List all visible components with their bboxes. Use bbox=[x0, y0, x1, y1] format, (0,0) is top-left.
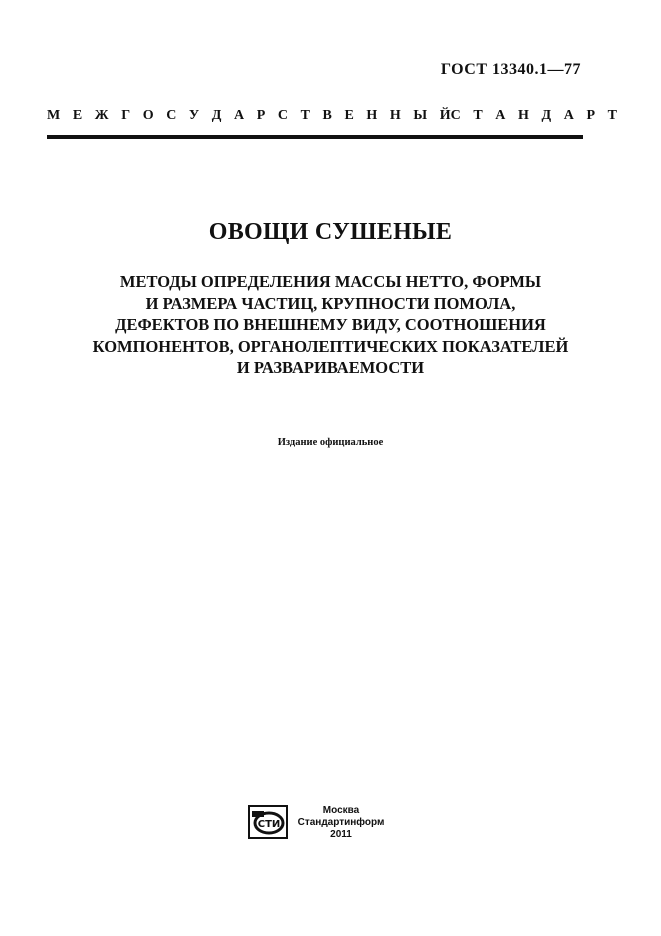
standard-type-letter: А bbox=[563, 108, 574, 123]
standard-type-letter: С bbox=[277, 108, 289, 123]
standard-type-letter: А bbox=[234, 108, 245, 123]
standard-type-letter: Р bbox=[256, 108, 266, 123]
standard-type-letter: Н bbox=[366, 108, 378, 123]
standard-type-letter: С bbox=[166, 108, 177, 123]
document-subtitle bbox=[40, 271, 621, 379]
subtitle-line: ДЕФЕКТОВ ПО ВНЕШНЕМУ ВИДУ, СООТНОШЕНИЯ bbox=[115, 315, 546, 334]
standard-type-letter: О bbox=[142, 108, 154, 123]
standard-type-letter: В bbox=[322, 108, 332, 123]
edition-note: Издание официальное bbox=[277, 437, 384, 448]
standard-type-letter: Й bbox=[439, 108, 451, 123]
standard-type-letter: Д bbox=[211, 108, 222, 123]
publisher-year: 2011 bbox=[330, 829, 352, 840]
standard-type-letter: А bbox=[495, 108, 506, 123]
standard-type-letter: Г bbox=[121, 108, 131, 123]
publisher-city: Москва bbox=[322, 805, 360, 816]
gost-code: ГОСТ 13340.1—77 bbox=[440, 61, 581, 78]
subtitle-line: И РАЗВАРИВАЕМОСТИ bbox=[236, 358, 425, 377]
standard-type-word-1 bbox=[47, 108, 451, 124]
standard-type-letter: Е bbox=[344, 108, 354, 123]
logo-graphic bbox=[248, 805, 288, 839]
standard-type-letter: Н bbox=[389, 108, 401, 123]
standard-type-letter: Т bbox=[607, 108, 617, 123]
standard-type-heading bbox=[47, 108, 617, 124]
subtitle-line: МЕТОДЫ ОПРЕДЕЛЕНИЯ МАССЫ НЕТТО, ФОРМЫ bbox=[119, 272, 542, 291]
logo-text: СТИ bbox=[257, 819, 281, 830]
standard-type-letter: Ы bbox=[413, 108, 428, 123]
publisher-block bbox=[296, 805, 386, 841]
standard-type-letter: С bbox=[450, 108, 461, 123]
standartinform-logo-icon bbox=[248, 805, 288, 839]
standard-type-word-2 bbox=[451, 108, 617, 124]
subtitle-line: И РАЗМЕРА ЧАСТИЦ, КРУПНОСТИ ПОМОЛА, bbox=[145, 293, 516, 313]
standard-type-letter: М bbox=[47, 108, 61, 123]
document-title: ОВОЩИ СУШЕНЫЕ bbox=[208, 219, 453, 245]
standard-type-letter: Р bbox=[586, 108, 595, 123]
standard-type-letter: Д bbox=[541, 108, 552, 123]
header-rule bbox=[47, 135, 583, 139]
standard-type-letter: У bbox=[188, 108, 200, 123]
standard-type-letter: Т bbox=[473, 108, 483, 123]
standard-type-letter: Н bbox=[518, 108, 529, 123]
subtitle-line: КОМПОНЕНТОВ, ОРГАНОЛЕПТИЧЕСКИХ ПОКАЗАТЕЛЕЙ bbox=[92, 336, 569, 356]
publisher-name: Стандартинформ bbox=[297, 817, 385, 828]
standard-type-letter: Ж bbox=[94, 108, 109, 123]
standard-type-letter: Т bbox=[300, 108, 310, 123]
standard-type-letter: Е bbox=[72, 108, 83, 123]
